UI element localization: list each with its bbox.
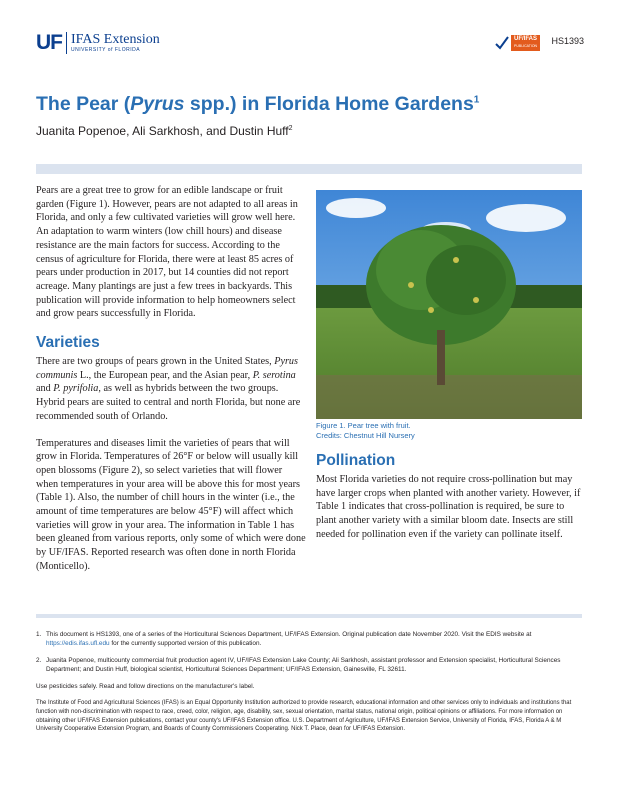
footnotes bbox=[36, 630, 582, 734]
pollination-heading: Pollination bbox=[316, 452, 396, 469]
species-name: Pyrus communis bbox=[36, 356, 298, 381]
badge-text: UF/IFAS bbox=[514, 36, 538, 42]
institute-statement: The Institute of Food and Agricultural Sciences (IFAS) is an Equal Opportunity Institution authorized to provide research, educational information and other services only to individuals and institutions that function with non-discrimination with respect to race, creed, color, religion, age, disability, sex, sexual orientation, marital status, national origin, political opinions or affiliations. For more information on obtaining other UF/IFAS Extension publications, contact your county's UF/IFAS Extension office. U.S. Department of Agriculture, UF/IFAS Extension Service, University of Florida, IFAS, Florida A & M University Cooperative Extension Program, and Boards of County Commissioners Cooperating. Nick T. Place, dean for UF/IFAS Extension. bbox=[36, 700, 572, 733]
title-prefix: The Pear ( bbox=[36, 93, 131, 115]
title-suffix: spp.) in Florida Home Gardens bbox=[184, 93, 474, 115]
uf-logo-mark: UF bbox=[36, 31, 62, 54]
uf-ifas-logo[interactable] bbox=[36, 32, 160, 54]
caption-credit: Credits: Chestnut Hill Nursery bbox=[316, 431, 415, 440]
footnote-text: Juanita Popenoe, multicounty commercial fruit production agent IV, UF/IFAS Extension Lake County; Ali Sarkhosh, assistant professor and Extension specialist, Horticultural Sciences Department; and Dustin Huff, biological scientist, Horticultural Sciences Department; UF/IFAS Extension, Gainesville, FL 32611. bbox=[46, 657, 561, 673]
badge-subtext: PUBLICATION bbox=[514, 44, 538, 48]
pollination-paragraph: Most Florida varieties do not require cross-pollination but may have larger crops when planted with another variety. However, if Table 1 indicates that cross-pollination is required, be sure to plant another variety with a similar bloom date. Insects are still needed for pollination even if the variety can pollinate itself. bbox=[316, 474, 581, 540]
edis-link[interactable]: https://edis.ifas.ufl.edu bbox=[46, 640, 110, 647]
authors bbox=[36, 124, 293, 138]
footnote-text bbox=[46, 630, 582, 648]
footnote-1 bbox=[36, 630, 582, 648]
caption-text: Figure 1. Pear tree with fruit. bbox=[316, 421, 411, 430]
footnote-number: 1. bbox=[36, 631, 42, 638]
pesticide-notice: Use pesticides safely. Read and follow directions on the manufacturer's label. bbox=[36, 683, 255, 690]
title-genus: Pyrus bbox=[130, 93, 185, 115]
varieties-paragraph-2: Temperatures and diseases limit the varieties of pears that will grow in Florida. Temperatures of 26°F or below will usually kill open blossoms (Figure 2), so select varieties that will flower when temperatures in your area will be above this for most years (Table 1). Also, the number of chill hours in the winter (i.e., the amount of time temperatures are below 45°F) will affect which varieties will grow in your area. The information in Table 1 has been gleaned from various reports, only some of which were done by UF/IFAS. Reported research was often done in north Florida (Monticello). bbox=[36, 437, 306, 572]
text-run: , as well as hybrids between the two groups. Hybrid pears are suited to central and north Florida, but none are recommended south of Orlando. bbox=[36, 383, 301, 422]
varieties-paragraph-1 bbox=[36, 355, 306, 424]
varieties-heading: Varieties bbox=[36, 334, 100, 352]
text-run: This document is HS1393, one of a series of the Horticultural Sciences Department, UF/IFAS Extension. Original publication date November 2020. Visit the EDIS website at bbox=[46, 631, 532, 638]
title-footnote-ref[interactable]: 1 bbox=[473, 94, 480, 106]
logo-text bbox=[71, 32, 160, 54]
text-run: for the currently supported version of this publication. bbox=[109, 640, 262, 647]
figure-caption bbox=[316, 421, 582, 441]
text-run: L., the European pear, and the Asian pear, bbox=[77, 369, 253, 381]
publication-id: HS1393 bbox=[551, 36, 584, 46]
authors-footnote-ref[interactable]: 2 bbox=[288, 125, 293, 132]
species-name: P. serotina bbox=[252, 369, 296, 381]
document-header bbox=[36, 32, 584, 62]
text-run: and bbox=[36, 383, 54, 395]
badge-label bbox=[511, 35, 540, 51]
footnote-2 bbox=[36, 656, 582, 674]
author-names: Juanita Popenoe, Ali Sarkhosh, and Dustin Huff bbox=[36, 124, 289, 138]
right-column bbox=[316, 452, 582, 542]
species-name: P. pyrifolia bbox=[53, 383, 99, 395]
page-title bbox=[36, 93, 479, 116]
footer-rule bbox=[36, 614, 582, 618]
logo-university: UNIVERSITY of FLORIDA bbox=[71, 47, 141, 53]
logo-name: IFAS Extension bbox=[71, 32, 160, 47]
header-rule bbox=[36, 164, 582, 174]
footnote-number: 2. bbox=[36, 657, 42, 664]
logo-divider bbox=[66, 32, 67, 54]
checkmark-icon bbox=[495, 35, 509, 51]
left-column bbox=[36, 184, 306, 587]
intro-paragraph: Pears are a great tree to grow for an edible landscape or fruit garden (Figure 1). However, pears are not adapted to all areas in Florida, and only a few cultivated varieties will grow well here. An adaptation to warm winters (low chill hours) and disease resistance are the main factors for success. According to the census of agriculture for Florida, there were at least 85 acres of pears under production in 2017, but 14 counties did not report acreage. Many plantings are just a few trees in backyards. This publication will provide information to help homeowners select and grow pears successfully in Florida. bbox=[36, 185, 298, 320]
text-run: There are two groups of pears grown in the United States, bbox=[36, 356, 275, 368]
pear-tree-photo bbox=[316, 190, 582, 419]
